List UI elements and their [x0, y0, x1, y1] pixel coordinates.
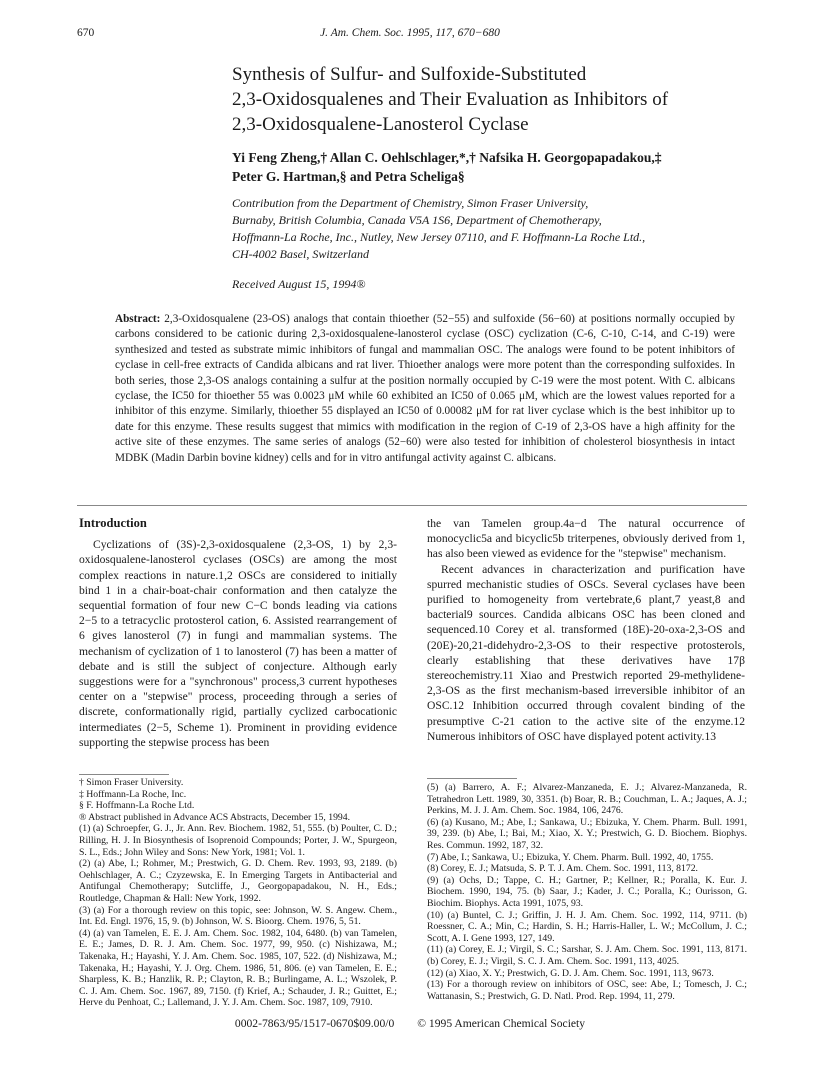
author-list [232, 148, 792, 186]
article-code: 0002-7863/95/1517-0670$09.00/0 [234, 1017, 395, 1030]
copyright-notice: © 1995 American Chemical Society [417, 1017, 586, 1030]
intro-paragraph-1: Cyclizations of (3S)-2,3-oxidosqualene (2,3-OS, 1) by 2,3-oxidosqualene-lanosterol cyclases (OSCs) are among the most complex reactions in nature.1,2 OSCs are considered to initially bind 1 in a chair-boat-chair conformation and then catalyze the sequential formation of four new C−C bonds leading via cations 2−5 to a tetracyclic protosterol cation, 6. Assisted rearrangement of 6 gives lanosterol (7) in fungi and mammalian systems. The mechanism of cyclization of 1 to lanosterol (7) has been a matter of debate and is still the subject of conjecture. Although early suggestions were for a "synchronous" process,3 current hypotheses center on a "stepwise" process, proceeding through a series of discrete, conformationally rigid, partially cyclized carbocationic intermediates (2−5, Scheme 1). Prominent in providing evidence supporting the stepwise process has been [79, 538, 397, 749]
abstract-text: 2,3-Oxidosqualene (23-OS) analogs that contain thioether (52−55) and sulfoxide (56−60) at positions normally occupied by carbons considered to be cationic during 2,3-oxidosqualene-lanosterol cyclase (OSC) cyclization (C-6, C-10, C-14, and C-19) were synthesized and tested as substrate mimic inhibitors of fungal and mammalian OSC. The analogs were found to be potent inhibitors of cyclase in cell-free extracts of Candida albicans and rat liver. Thioether analogs were more potent than the corresponding sulfoxides. In both series, those 2,3-OS analogs containing a sulfur at the position normally occupied by C-19 were the most potent. With C. albicans cyclase, the IC50 for thioether 55 was 0.0023 μM while 60 exhibited an IC50 of 0.065 μM, which are the lowest values reported for a inhibitor of this enzyme. Similarly, thioether 55 displayed an IC50 of 0.00082 μM for rat liver cyclase which is the best inhibitor up to date for this enzyme. These results suggest that mimics with modification in the region of C-19 of 2,3-OS have a high affinity for the active site of these enzymes. The same series of analogs (52−60) were also tested for inhibition of cholesterol biosynthesis in intact MDBK (Madin Darbin bovine kidney) cells and for in vitro antifungal activity against C. albicans. [115, 313, 736, 464]
affiliation-line-4: CH-4002 Basel, Switzerland [232, 247, 369, 261]
abstract [115, 312, 735, 466]
abstract-divider [77, 505, 747, 506]
footnote: † Simon Fraser University. [79, 777, 184, 788]
title-line-3: 2,3-Oxidosqualene-Lanosterol Cyclase [232, 114, 529, 135]
footnote: (12) (a) Xiao, X. Y.; Prestwich, G. D. J. Am. Chem. Soc. 1991, 113, 9673. [427, 967, 714, 979]
introduction-heading: Introduction [79, 516, 147, 530]
right-column [427, 516, 745, 744]
footnote: (11) (a) Corey, E. J.; Virgil, S. C.; Sarshar, S. J. Am. Chem. Soc. 1991, 113, 8171. (b) Corey, E. J.; Virgil, S. C. J. Am. Chem. Soc. 1991, 113, 4025. [427, 944, 747, 967]
title-line-2: 2,3-Oxidosqualenes and Their Evaluation as Inhibitors of [232, 89, 669, 110]
article-title [232, 62, 792, 137]
affiliation-line-3: Hoffmann-La Roche, Inc., Nutley, New Jersey 07110, and F. Hoffmann-La Roche Ltd., [232, 230, 646, 244]
footnote-divider-left [79, 774, 169, 775]
affiliation-line-1: Contribution from the Department of Chemistry, Simon Fraser University, [232, 196, 589, 210]
footnote: (7) Abe, I.; Sankawa, U.; Ebizuka, Y. Chem. Pharm. Bull. 1992, 40, 1755. [427, 851, 714, 863]
footnote: (3) (a) For a thorough review on this topic, see: Johnson, W. S. Angew. Chem., Int. Ed. Engl. 1976, 15, 9. (b) Johnson, W. S. Bioorg. Chem. 1976, 5, 51. [79, 904, 397, 928]
affiliation [232, 195, 752, 263]
footnote: (5) (a) Barrero, A. F.; Alvarez-Manzaneda, E. J.; Alvarez-Manzaneda, R. Tetrahedron Lett. 1989, 30, 3351. (b) Boar, R. B.; Couchman, L. A.; Jaques, A. J.; Perkins, M. J. J. Am. Chem. Soc. 1984, 106, 2476. [427, 782, 747, 817]
authors-line-2: Peter G. Hartman,§ and Petra Scheliga§ [232, 169, 465, 184]
footnote: (10) (a) Buntel, C. J.; Griffin, J. H. J. Am. Chem. Soc. 1992, 114, 9711. (b) Roessner, C. A.; Min, C.; Hardin, S. H.; Harris-Haller, L. W.; McCollum, J. C.; Scott, A. I. Gene 1993, 127, 149. [427, 909, 747, 944]
intro-paragraph-3: Recent advances in characterization and purification have spurred mechanistic studies of OSCs. Several cyclases have been purified to homogeneity from vertebrate,6 plant,7 yeast,8 and bacterial9 sources. Candida albicans OSC has been cloned and sequenced.10 Corey et al. transformed (18E)-20-oxa-2,3-OS and (20E)-20,21-didehydro-2,3-OS to their respective protosterols, clearly establishing that these derivatives have 17β stereochemistry.11 Xiao and Prestwich reported 29-methylidene-2,3-OS as the first mechanism-based irreversible inhibitor of an OSC.12 Inhibition occurred through covalent binding of the presumptive C-21 cation to the active site of the enzyme.12 Numerous inhibitors of OSC have displayed potent activity.13 [427, 562, 745, 743]
footnote: ‡ Hoffmann-La Roche, Inc. [79, 788, 187, 800]
intro-paragraph-2: the van Tamelen group.4a−d The natural occurrence of monocyclic5a and bicyclic5b triterpenes, obviously derived from 1, has also been viewed as evidence for the "stepwise" mechanism. [427, 517, 745, 561]
footnote: (1) (a) Schroepfer, G. J., Jr. Ann. Rev. Biochem. 1982, 51, 555. (b) Poulter, C. D.; Rilling, H. J. In Biosynthesis of Isoprenoid Compounds; Porter, J. W., Spurgeon, S. L., Eds.; John Wiley and Sons: New York, 1981; Vol. 1. [79, 823, 397, 858]
footnote: (9) (a) Ochs, D.; Tappe, C. H.; Gartner, P.; Kellner, R.; Poralla, K. Eur. J. Biochem. 1990, 194, 75. (b) Saar, J.; Kader, J. C.; Poralla, K.; Ourisson, G. Biochim. Biophys. Acta 1991, 1075, 93. [427, 874, 747, 909]
footnote: (8) Corey, E. J.; Matsuda, S. P. T. J. Am. Chem. Soc. 1991, 113, 8172. [427, 863, 698, 875]
footnote: ® Abstract published in Advance ACS Abstracts, December 15, 1994. [79, 811, 351, 823]
footnote: § F. Hoffmann-La Roche Ltd. [79, 800, 195, 812]
journal-citation: J. Am. Chem. Soc. 1995, 117, 670−680 [320, 27, 500, 39]
page-number: 670 [77, 27, 95, 39]
affiliation-line-2: Burnaby, British Columbia, Canada V5A 1S6, Department of Chemotherapy, [232, 213, 602, 227]
footnotes-left [79, 777, 397, 1009]
received-date: Received August 15, 1994® [232, 277, 366, 291]
abstract-label: Abstract: [115, 313, 161, 325]
page-footer [0, 1017, 820, 1030]
footnote: (2) (a) Abe, I.; Rohmer, M.; Prestwich, G. D. Chem. Rev. 1993, 93, 2189. (b) Oehlschlager, A. C.; Czyzewska, E. In Emerging Targets in Antibacterial and Antifungal Chemotherapy; Sutcliffe, J., Georgopapadakou, N. H., Eds.; Routledge, Chapman & Hall: New York, 1992. [79, 858, 397, 904]
footnotes-right [427, 782, 747, 1002]
left-column [79, 516, 397, 750]
authors-line-1: Yi Feng Zheng,† Allan C. Oehlschlager,*,† Nafsika H. Georgopapadakou,‡ [232, 150, 662, 165]
title-line-1: Synthesis of Sulfur- and Sulfoxide-Substituted [232, 64, 587, 85]
footnote: (13) For a thorough review on inhibitors of OSC, see: Abe, I.; Tomesch, J. C.; Wattanasin, S.; Prestwich, G. D. Natl. Prod. Rep. 1994, 11, 279. [427, 979, 747, 1002]
footnote: (4) (a) van Tamelen, E. E. J. Am. Chem. Soc. 1982, 104, 6480. (b) van Tamelen, E. E.; James, D. R. J. Am. Chem. Soc. 1977, 99, 950. (c) Nishizawa, M.; Takenaka, H.; Hayashi, Y. J. Am. Chem. Soc. 1985, 107, 522. (d) Nishizawa, M.; Takenaka, H.; Hayashi, Y. J. Org. Chem. 1986, 51, 806. (e) van Tamelen, E. E.; Sharpless, K. B.; Hanzlik, R. P.; Clayton, R. B.; Burlingame, A. L.; Wszolek, P. C. J. Am. Chem. Soc. 1967, 89, 7150. (f) Krief, A.; Schauder, J. R.; Guittet, E.; Herve du Penhoat, C.; Lallemand, J. Y. J. Am. Chem. Soc. 1987, 109, 7910. [79, 927, 397, 1009]
footnote: (6) (a) Kusano, M.; Abe, I.; Sankawa, U.; Ebizuka, Y. Chem. Pharm. Bull. 1991, 39, 239. (b) Abe, I.; Bai, M.; Xiao, X. Y.; Prestwich, G. D. Biochem. Biophys. Res. Commun. 1992, 187, 32. [427, 816, 747, 851]
footnote-divider-right [427, 778, 517, 779]
